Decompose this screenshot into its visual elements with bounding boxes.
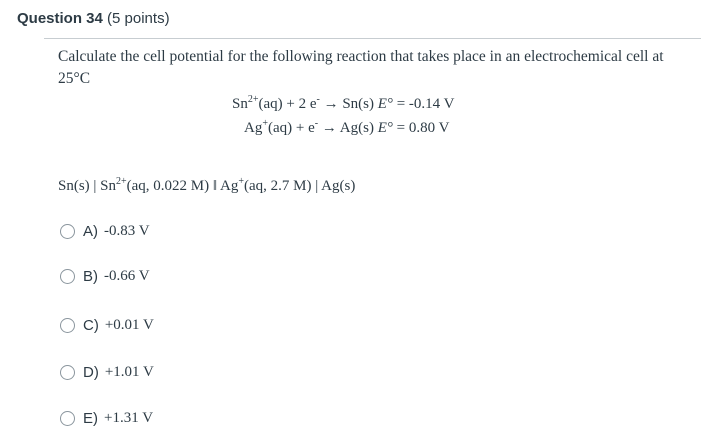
answer-letter: A)	[83, 222, 98, 240]
answer-value: -0.83 V	[104, 222, 150, 239]
potential-label: E°	[377, 96, 393, 112]
question-prompt: Calculate the cell potential for the following reaction that takes place in an electrochemical cell at 25°C	[58, 48, 664, 87]
answer-option-d[interactable]	[60, 361, 154, 383]
product: Ag(s)	[339, 120, 374, 136]
anode-charge: 2+	[116, 176, 127, 187]
cathode-charge: +	[238, 176, 244, 187]
radio-button[interactable]	[60, 269, 75, 284]
cell-notation	[58, 178, 355, 195]
answer-letter: D)	[83, 363, 99, 381]
reactants: (aq) + e	[267, 120, 315, 136]
potential-label: E°	[377, 120, 393, 136]
question-title: Question 34	[17, 10, 103, 27]
question-header	[17, 10, 170, 27]
product: Sn(s)	[342, 96, 375, 112]
answer-value: +1.01 V	[104, 363, 154, 380]
answer-letter: B)	[83, 267, 98, 285]
potential-value: = 0.80 V	[396, 120, 450, 136]
answer-option-e[interactable]	[60, 407, 153, 429]
radio-button[interactable]	[60, 224, 75, 239]
answer-option-b[interactable]	[60, 265, 150, 287]
radio-button[interactable]	[60, 365, 75, 380]
half-reaction-silver	[244, 120, 449, 137]
question-points: (5 points)	[107, 10, 170, 27]
answer-option-c[interactable]	[60, 314, 154, 336]
radio-button[interactable]	[60, 411, 75, 426]
header-divider	[44, 38, 701, 39]
answer-letter: C)	[83, 316, 99, 334]
arrow: →	[321, 120, 337, 136]
answer-value: +0.01 V	[104, 316, 154, 333]
anode-conditions: (aq, 0.022 M) ‖ Ag	[126, 178, 239, 194]
charge: 2+	[247, 94, 259, 105]
electron-charge: -	[314, 118, 319, 129]
answer-option-a[interactable]	[60, 220, 150, 242]
radio-button[interactable]	[60, 318, 75, 333]
charge: +	[262, 118, 268, 129]
electron-charge: -	[316, 94, 320, 105]
potential-value: = -0.14 V	[396, 96, 455, 112]
reactants: (aq) + 2 e	[258, 96, 317, 112]
answer-letter: E)	[83, 409, 98, 427]
cathode-conditions: (aq, 2.7 M) | Ag(s)	[244, 178, 356, 194]
anode-part: Sn(s) | Sn	[58, 178, 117, 194]
half-reaction-tin	[232, 96, 454, 113]
answer-value: +1.31 V	[104, 409, 154, 426]
arrow: →	[323, 96, 339, 112]
species: Sn	[232, 96, 248, 112]
species: Ag	[244, 120, 263, 136]
answer-value: -0.66 V	[104, 267, 150, 284]
